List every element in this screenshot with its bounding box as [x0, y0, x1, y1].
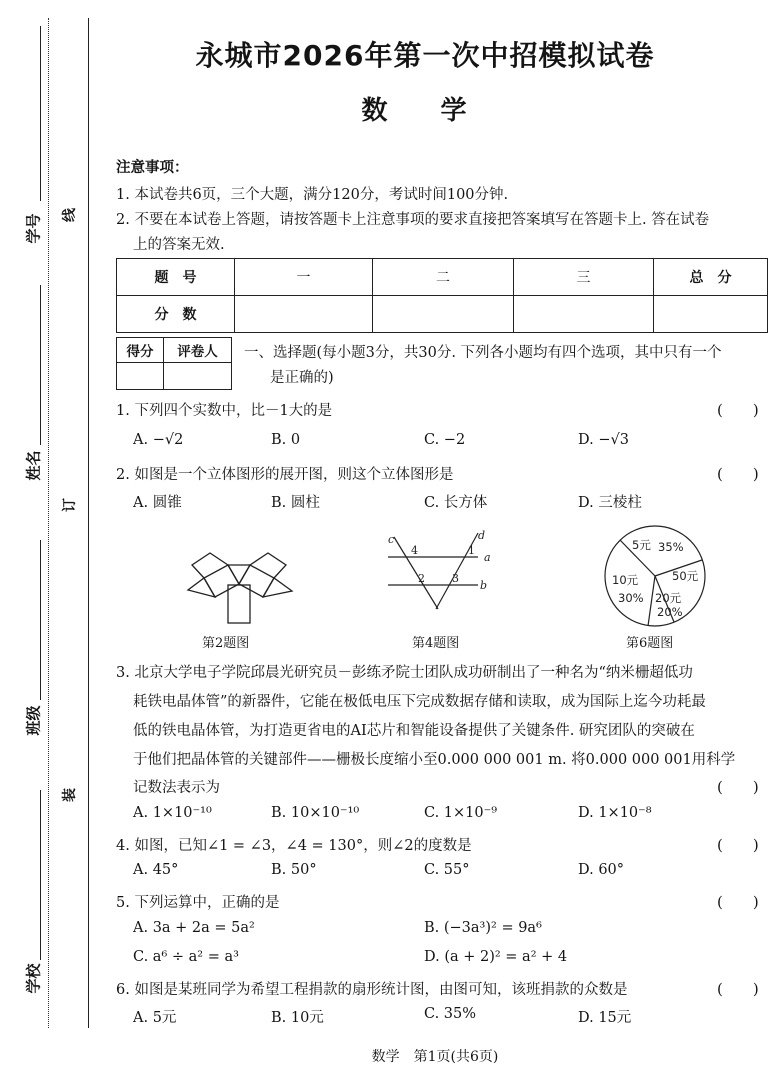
- pie-label-10yuan: 10元: [612, 573, 639, 587]
- score-cell: [654, 296, 768, 333]
- q3-option-b: B. 10×10⁻¹⁰: [271, 805, 360, 821]
- fig4-label-b: b: [480, 579, 488, 592]
- fig4-label-a: a: [484, 551, 491, 564]
- q3-line-4: 于他们把晶体管的关键部件——栅极长度缩小至0.000 000 001 m. 将0.000 000 001用科学: [133, 752, 736, 768]
- grader-table: [116, 337, 232, 390]
- q1-answer-bracket: ( ): [717, 401, 759, 419]
- q2-answer-bracket: ( ): [717, 465, 759, 483]
- q2-option-d: D. 三棱柱: [578, 495, 642, 511]
- figure-2-prism-net: [170, 535, 310, 630]
- figure-6-caption: 第6题图: [626, 636, 674, 651]
- net-rect-right: [239, 565, 274, 597]
- exam-subject: 数 学: [361, 96, 489, 126]
- q5-option-b: B. (−3a³)² = 9a⁶: [424, 920, 542, 936]
- grader-cell: [163, 363, 231, 390]
- label-xuexiao: 学校: [24, 963, 43, 994]
- q2-option-b: B. 圆柱: [271, 495, 320, 511]
- mark-zhuang: 装: [62, 788, 78, 802]
- pie-label-50yuan: 50元: [672, 569, 699, 583]
- notice-item-1: 1. 本试卷共6页，三个大题，满分120分，考试时间100分钟.: [116, 187, 509, 203]
- section1-title-cont: 是正确的): [270, 370, 334, 386]
- grader-cell: [117, 363, 164, 390]
- score-table: [116, 258, 768, 333]
- figure-2-caption: 第2题图: [202, 636, 250, 651]
- net-rect-top-hidden: [220, 545, 258, 565]
- q6-stem: 6. 如图是某班同学为希望工程捐款的扇形统计图，由图可知，该班捐款的众数是: [116, 982, 628, 998]
- net-triangle-center: [228, 565, 250, 584]
- xuexiao-underline: [40, 790, 41, 960]
- notice-item-2-cont: 上的答案无效.: [133, 237, 225, 253]
- net-rect-left: [204, 565, 239, 597]
- fig4-angle-3: 3: [452, 572, 459, 585]
- banji-underline: [40, 540, 41, 700]
- q3-answer-bracket: ( ): [717, 778, 759, 796]
- q4-stem: 4. 如图，已知∠1 = ∠3，∠4 = 130°，则∠2的度数是: [116, 838, 472, 854]
- q6-option-a: A. 5元: [133, 1010, 177, 1026]
- q5-option-c: C. a⁶ ÷ a² = a³: [133, 949, 239, 965]
- binding-line-dotted: [48, 18, 49, 1028]
- mark-xian: 线: [62, 208, 78, 222]
- notice-item-2: 2. 不要在本试卷上答题，请按答题卡上注意事项的要求直接把答案填写在答题卡上. 答在试卷: [116, 212, 710, 228]
- figure-4-angles: [380, 527, 500, 617]
- fig4-angle-1: 1: [468, 544, 475, 557]
- notice-heading: 注意事项：: [116, 159, 189, 176]
- net-triangle-left: [188, 578, 215, 597]
- q1-option-a: A. −√2: [133, 432, 184, 448]
- q3-option-d: D. 1×10⁻⁸: [578, 805, 652, 821]
- score-cell: [514, 296, 654, 333]
- q4-option-c: C. 55°: [424, 862, 470, 878]
- fig4-label-c: c: [388, 533, 395, 546]
- fig4-label-d: d: [478, 529, 486, 542]
- q3-line-3: 低的铁电晶体管，为打造更省电的AI芯片和智能设备提供了关键条件. 研究团队的突破在: [133, 723, 695, 739]
- section1-title: 一、选择题(每小题3分，共30分. 下列各小题均有四个选项，其中只有一个: [244, 345, 722, 361]
- q5-stem: 5. 下列运算中，正确的是: [116, 895, 280, 911]
- q3-line-2: 耗铁电晶体管”的新器件，它能在极低电压下完成数据存储和读取，成为国际上迄今功耗最: [133, 694, 706, 710]
- q2-option-a: A. 圆锥: [133, 495, 182, 511]
- q6-option-c: C. 35%: [424, 1006, 477, 1022]
- pie-pct-10yuan: 30%: [618, 591, 644, 605]
- q5-answer-bracket: ( ): [717, 893, 759, 911]
- score-header-3: 三: [514, 259, 654, 296]
- net-rect-bottom: [228, 585, 250, 623]
- xingming-underline: [40, 285, 41, 445]
- score-header-total: 总 分: [654, 259, 768, 296]
- pie-pct-20yuan: 20%: [657, 605, 683, 619]
- pie-label-5yuan: 5元: [632, 538, 651, 552]
- label-xingming: 姓名: [24, 450, 43, 481]
- q5-option-d: D. (a + 2)² = a² + 4: [424, 949, 568, 965]
- q1-option-c: C. −2: [424, 432, 466, 448]
- score-header-1: 一: [235, 259, 373, 296]
- label-xuehao: 学号: [24, 213, 43, 244]
- score-cell: [235, 296, 373, 333]
- pie-pct-5yuan: 35%: [658, 540, 684, 554]
- q3-option-a: A. 1×10⁻¹⁰: [133, 805, 212, 821]
- q4-option-b: B. 50°: [271, 862, 317, 878]
- q5-option-a: A. 3a + 2a = 5a²: [133, 920, 255, 936]
- q6-option-d: D. 15元: [578, 1010, 632, 1026]
- q4-option-d: D. 60°: [578, 862, 625, 878]
- fig4-angle-2: 2: [418, 572, 425, 585]
- q6-option-b: B. 10元: [271, 1010, 324, 1026]
- score-header-label: 题 号: [117, 259, 235, 296]
- figure-6-pie: [600, 522, 710, 630]
- pie-label-20yuan: 20元: [655, 591, 682, 605]
- grader-header-reviewer: 评卷人: [163, 338, 231, 363]
- q6-answer-bracket: ( ): [717, 980, 759, 998]
- label-banji: 班级: [24, 705, 43, 736]
- mark-ding: 订: [62, 498, 78, 512]
- binding-line-solid: [88, 18, 89, 1028]
- q4-option-a: A. 45°: [133, 862, 179, 878]
- q4-answer-bracket: ( ): [717, 836, 759, 854]
- figure-4-caption: 第4题图: [412, 636, 460, 651]
- net-triangle-right: [263, 578, 292, 597]
- q1-option-b: B. 0: [271, 432, 301, 448]
- fig4-angle-4: 4: [411, 544, 418, 557]
- q1-option-d: D. −√3: [578, 432, 629, 448]
- grader-header-score: 得分: [117, 338, 164, 363]
- q1-stem: 1. 下列四个实数中，比－1大的是: [116, 403, 333, 419]
- pie-divider-4: [648, 576, 655, 626]
- score-header-2: 二: [373, 259, 514, 296]
- page-footer: 数学 第1页(共6页): [371, 1049, 499, 1065]
- q3-line-1: 3. 北京大学电子学院邱晨光研究员－彭练矛院士团队成功研制出了一种名为“纳米栅超低功: [116, 665, 693, 681]
- q3-option-c: C. 1×10⁻⁹: [424, 805, 498, 821]
- exam-title: 永城市2026年第一次中招模拟试卷: [195, 39, 655, 72]
- q2-option-c: C. 长方体: [424, 495, 488, 511]
- q3-line-5: 记数法表示为: [133, 780, 220, 796]
- score-row-label: 分 数: [117, 296, 235, 333]
- q2-stem: 2. 如图是一个立体图形的展开图，则这个立体图形是: [116, 467, 454, 483]
- score-cell: [373, 296, 514, 333]
